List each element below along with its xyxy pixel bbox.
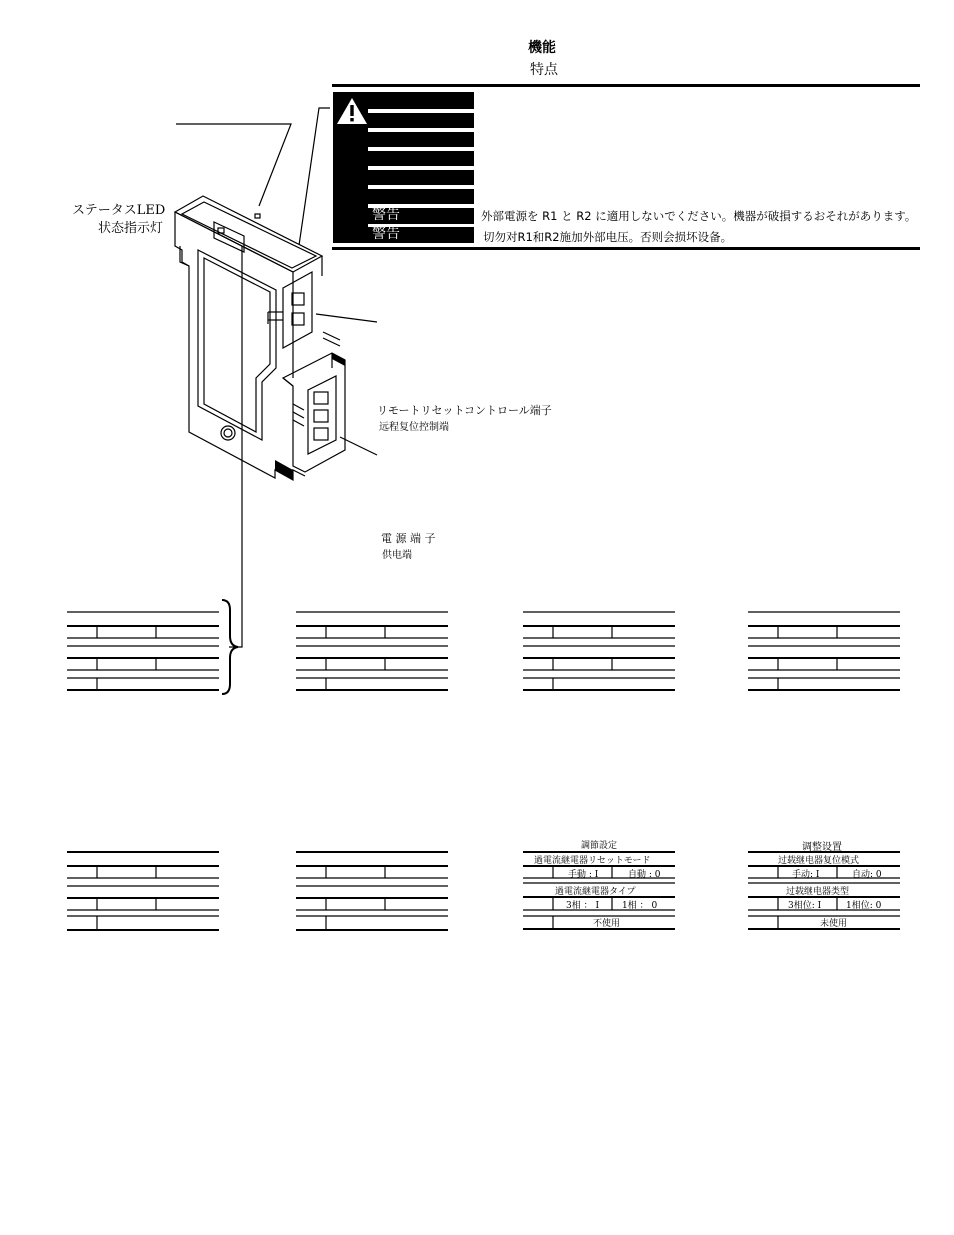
relay-type-3ph-zh: 3相位: I <box>788 901 822 911</box>
power-terminal-label-ja: 電 源 端 子 <box>381 532 436 545</box>
not-used-ja: 不使用 <box>593 919 621 929</box>
relay-type-title-zh: 过载继电器类型 <box>786 887 850 897</box>
settings-heading-zh: 调整设置 <box>802 842 842 853</box>
relay-type-1ph-zh: 1相位: 0 <box>846 901 882 911</box>
reset-mode-manual-zh: 手动: I <box>792 870 820 880</box>
warning-word-ja: 警告 <box>372 207 400 223</box>
reset-mode-title-zh: 过载继电器复位模式 <box>778 856 860 866</box>
reset-mode-title-ja: 過電流継電器リセットモード <box>534 856 651 866</box>
page-title-ja: 機能 <box>528 40 556 56</box>
reset-mode-auto-ja: 自動 : 0 <box>628 870 661 880</box>
remote-reset-label-ja: リモートリセットコントロール端子 <box>377 404 552 417</box>
not-used-zh: 未使用 <box>820 919 848 929</box>
reset-mode-manual-ja: 手動 : I <box>568 870 599 880</box>
status-led-label-ja: ステータスLED <box>72 203 166 218</box>
relay-type-title-ja: 過電流継電器タイプ <box>555 887 636 897</box>
reset-mode-auto-zh: 自动: 0 <box>852 870 882 880</box>
settings-heading-ja: 調節設定 <box>581 841 618 851</box>
warning-text-ja: 外部電源を R1 と R2 に適用しないでください。機器が破損するおそれがあります。 <box>481 209 917 223</box>
relay-type-1ph-ja: 1相 ： 0 <box>622 901 658 911</box>
status-led-label-zh: 状态指示灯 <box>98 221 164 236</box>
page-title-zh: 特点 <box>530 62 558 78</box>
warning-text-zh: 切勿对R1和R2施加外部电压。否则会损坏设备。 <box>483 230 733 244</box>
remote-reset-label-zh: 远程复位控制端 <box>379 422 449 433</box>
warning-word-zh: 警告 <box>372 226 400 242</box>
relay-type-3ph-ja: 3相 ： I <box>566 901 600 911</box>
power-terminal-label-zh: 供电端 <box>382 550 412 561</box>
